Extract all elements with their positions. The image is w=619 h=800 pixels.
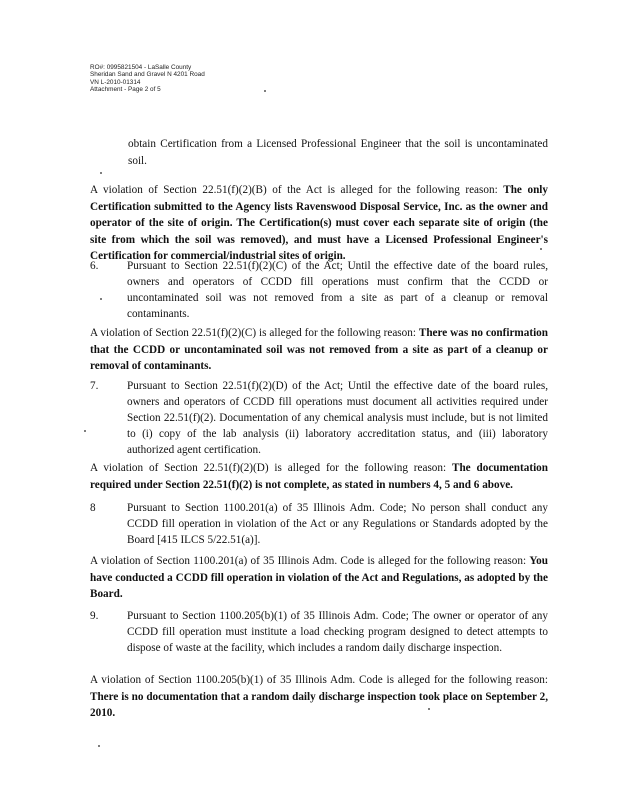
violation-8-reason: You have conducted a CCDD fill operation in violation of the Act and Regulations, as adopted by the Board. <box>90 555 548 600</box>
numbered-item-9 <box>90 608 548 656</box>
violation-5-intro: A violation of Section 22.51(f)(2)(B) of the Act is alleged for the following reason: <box>90 184 504 196</box>
scan-speck <box>100 172 102 174</box>
header-page-indicator: Attachment - Page 2 of 5 <box>90 86 161 94</box>
scan-speck <box>428 708 430 710</box>
item-6-text: Pursuant to Section 22.51(f)(2)(C) of the Act; Until the effective date of the board rules, owners and operators of CCDD fill operations must confirm that the CCDD or uncontaminated soil was not removed from a site as part of a cleanup or removal contaminants. <box>127 260 548 320</box>
scan-speck <box>100 298 102 300</box>
item-8-text: Pursuant to Section 1100.201(a) of 35 Illinois Adm. Code; No person shall conduct any CCDD fill operation in violation of the Act or any Regulations or Standards adopted by the Board [415 ILCS 5/22.51(a)]. <box>127 502 548 546</box>
item-9-number: 9. <box>90 610 99 622</box>
item-6-number: 6. <box>90 260 99 272</box>
document-header <box>90 64 205 94</box>
scan-speck <box>98 745 100 747</box>
scan-speck <box>540 248 542 250</box>
violation-8-intro: A violation of Section 1100.201(a) of 35 Illinois Adm. Code is alleged for the following reason: <box>90 555 530 567</box>
numbered-item-7 <box>90 378 548 458</box>
scan-speck <box>84 430 86 432</box>
violation-5-reason: The only Certification submitted to the Agency lists Ravenswood Disposal Service, Inc. as the owner and operator of the site of origin. The Certification(s) must cover each separate site of origin (the site from which the soil was removed), and must have a Licensed Professional Engineer's Certification for commercial/industrial sites of origin. <box>90 184 548 262</box>
violation-paragraph-5 <box>90 182 548 265</box>
item-9-text: Pursuant to Section 1100.205(b)(1) of 35 Illinois Adm. Code; The owner or operator of any CCDD fill operation must institute a load checking program designed to detect attempts to dispose of waste at the facility, which includes a random daily discharge inspection. <box>127 610 548 654</box>
item-8-number: 8 <box>90 502 96 514</box>
violation-7-intro: A violation of Section 22.51(f)(2)(D) is alleged for the following reason: <box>90 462 452 474</box>
item-7-number: 7. <box>90 380 99 392</box>
header-violation-notice: VN L-2010-01314 <box>90 78 141 86</box>
item-7-text: Pursuant to Section 22.51(f)(2)(D) of the Act; Until the effective date of the board rules, owners and operators of CCDD fill operations must document all activities required under Section 22.51(f)(2). Documentation of any chemical analysis must include, but is not limited to (i) copy of the lab analysis (ii) laboratory accreditation status, and (iii) laboratory authorized agent certification. <box>127 380 548 456</box>
violation-paragraph-8 <box>90 553 548 603</box>
violation-6-intro: A violation of Section 22.51(f)(2)(C) is alleged for the following reason: <box>90 327 419 339</box>
violation-7-reason: The documentation required under Section 22.51(f)(2) is not complete, as stated in numbers 4, 5 and 6 above. <box>90 462 548 491</box>
violation-paragraph-6 <box>90 325 548 375</box>
violation-9-intro: A violation of Section 1100.205(b)(1) of 35 Illinois Adm. Code is alleged for the following reason: <box>90 674 548 686</box>
numbered-item-6 <box>90 258 548 322</box>
violation-paragraph-9 <box>90 672 548 722</box>
header-record-number: RO#: 0995821504 - LaSalle County <box>90 64 192 71</box>
violation-paragraph-7 <box>90 460 548 493</box>
header-site-name: Sheridan Sand and Gravel N 4201 Road <box>90 71 205 79</box>
violation-6-reason: There was no confirmation that the CCDD or uncontaminated soil was not removed from a site as part of a cleanup or removal of contaminants. <box>90 327 548 372</box>
scan-speck <box>264 90 266 92</box>
continued-paragraph: obtain Certification from a Licensed Professional Engineer that the soil is uncontaminated soil. <box>128 138 548 167</box>
violation-9-reason: There is no documentation that a random daily discharge inspection took place on September 2, 2010. <box>90 690 548 719</box>
numbered-item-8 <box>90 500 548 548</box>
